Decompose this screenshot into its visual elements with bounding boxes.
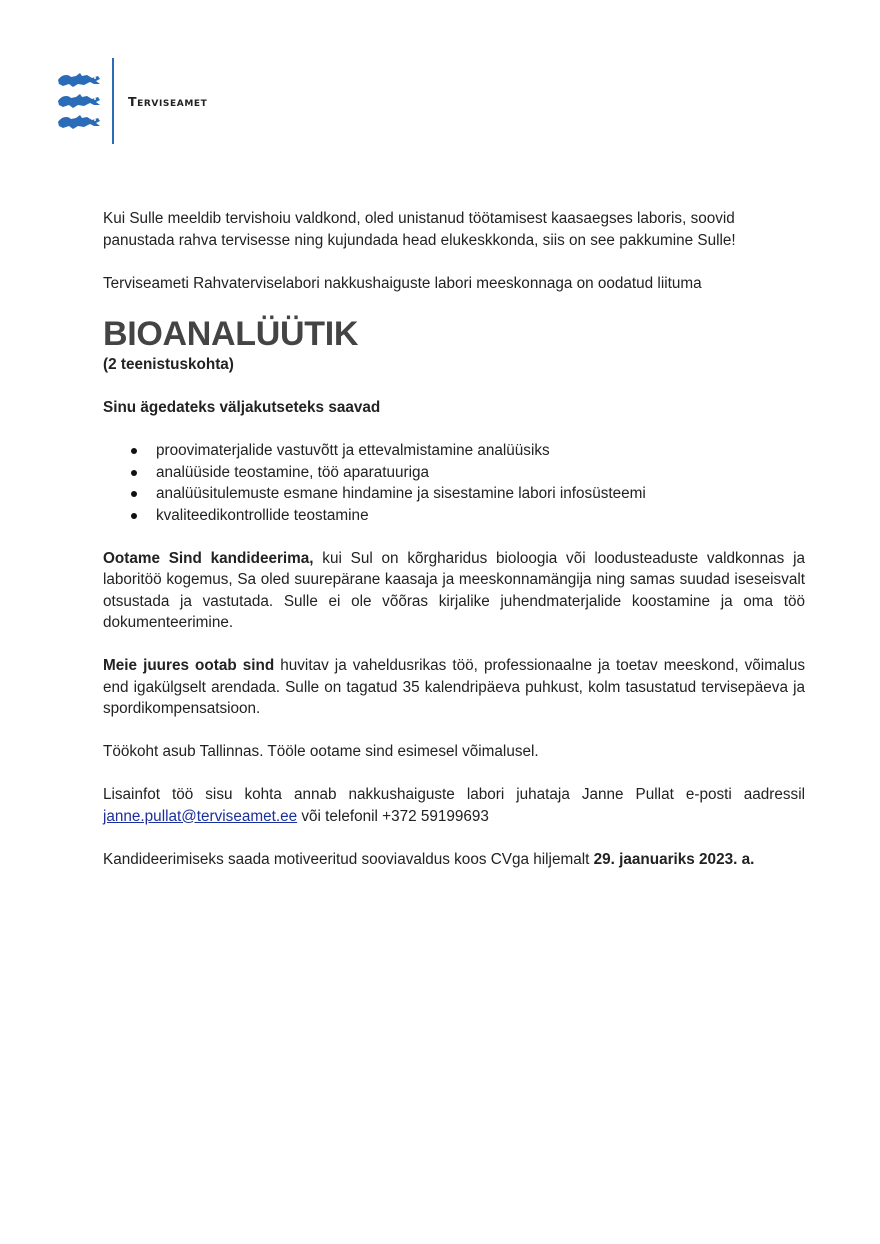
- list-item: analüüside teostamine, töö aparatuuriga: [103, 462, 805, 484]
- org-name: Terviseamet: [128, 93, 208, 109]
- three-lions-crest-icon: [56, 71, 102, 131]
- offer-paragraph: [103, 655, 805, 720]
- job-ad-body: [103, 208, 805, 870]
- intro-team-line: Terviseameti Rahvaterviselabori nakkushaiguste labori meeskonnaga on oodatud liituma: [103, 274, 702, 292]
- offer-lead: Meie juures ootab sind: [103, 657, 275, 674]
- org-logo: [56, 58, 207, 144]
- list-item: proovimaterjalide vastuvõtt ja ettevalmistamine analüüsiks: [103, 440, 805, 462]
- apply-deadline: 29. jaanuariks 2023. a.: [593, 850, 755, 868]
- contact-email-link[interactable]: janne.pullat@terviseamet.ee: [103, 807, 298, 825]
- requirements-text: kui Sul on kõrgharidus bioloogia või loodusteaduste valdkonnas ja laboritöö kogemus, Sa oled suurepärane kaasaja ja meeskonnamängija ning samas suudad iseseisvalt otsustada ja vastutada. Sulle ei ole võõras kirjalike juhendmaterjalide koostamine ja oma töö dokumenteerimine.: [103, 549, 805, 631]
- list-item: analüüsitulemuste esmane hindamine ja sisestamine labori infosüsteemi: [103, 483, 805, 505]
- intro-paragraph: Kui Sulle meeldib tervishoiu valdkond, oled unistanud töötamisest kaasaegses laboris, soovid panustada rahva tervisesse ning kujundada head elukeskkonda, siis on see pakkumine Sulle!: [103, 210, 736, 249]
- requirements-paragraph: [103, 548, 805, 634]
- list-item: kvaliteedikontrollide teostamine: [103, 505, 805, 527]
- apply-text: Kandideerimiseks saada motiveeritud sooviavaldus koos CVga hiljemalt: [103, 850, 594, 868]
- contact-paragraph: [103, 784, 805, 827]
- positions-count: (2 teenistuskohta): [103, 356, 234, 373]
- job-title: BIOANALÜÜTIK: [103, 315, 359, 353]
- contact-text: Lisainfot töö sisu kohta annab nakkushaiguste labori juhataja Janne Pullat e-posti aadressil: [103, 786, 805, 803]
- contact-phone-text: või telefonil +372 59199693: [297, 807, 489, 825]
- apply-paragraph: [103, 849, 805, 871]
- offer-text: huvitav ja vaheldusrikas töö, professionaalne ja toetav meeskond, võimalus end igakülgselt arendada. Sulle on tagatud 35 kalendripäeva puhkust, kolm tasustatud tervisepäeva ja spordikompensatsioon.: [103, 657, 805, 717]
- duties-list: [103, 440, 805, 526]
- location-paragraph: Töökoht asub Tallinnas. Tööle ootame sind esimesel võimalusel.: [103, 743, 539, 760]
- logo-divider: [112, 58, 114, 144]
- duties-heading: Sinu ägedateks väljakutseteks saavad: [103, 399, 381, 416]
- requirements-lead: Ootame Sind kandideerima,: [103, 549, 314, 567]
